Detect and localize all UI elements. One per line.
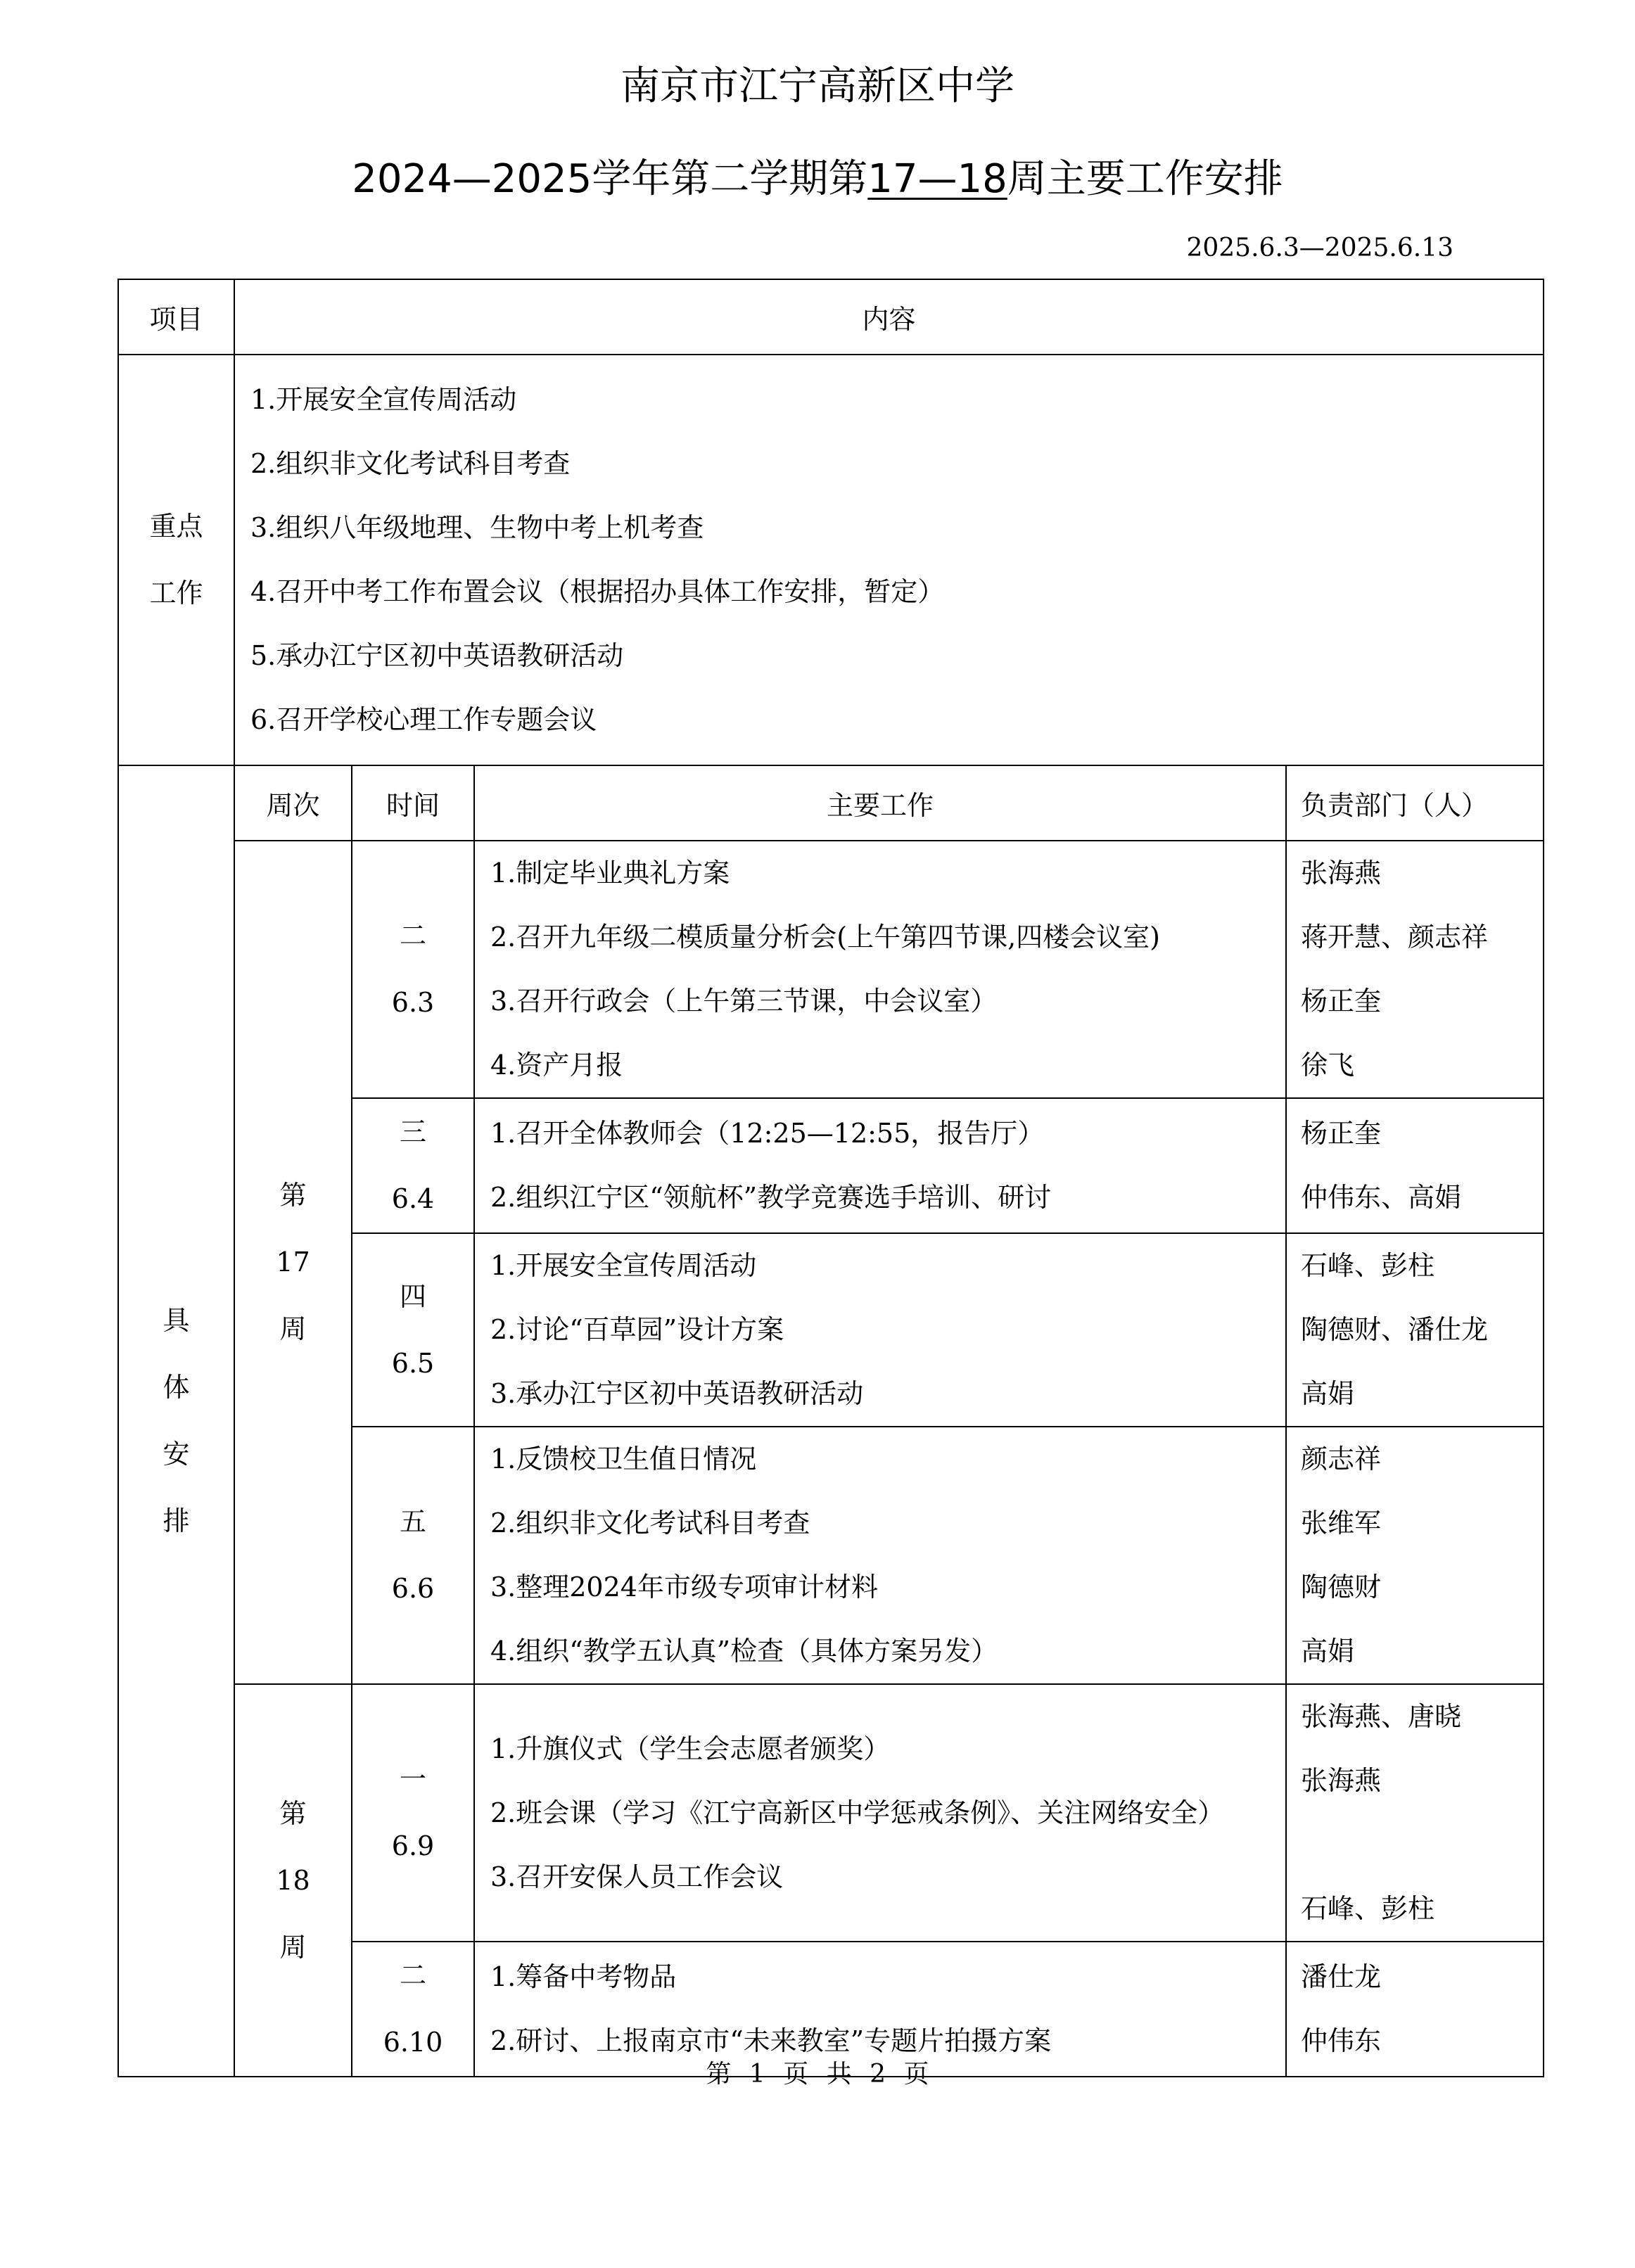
responsible-item: 张海燕 [1301,1765,1382,1796]
work-item: 3.召开安保人员工作会议 [490,1861,784,1892]
work-item: 2.讨论“百草园”设计方案 [490,1314,784,1345]
week-label [234,1684,352,2077]
subheader-responsible: 负责部门（人） [1286,765,1544,841]
responsible-item: 石峰、彭柱 [1301,1893,1435,1924]
work-list [474,1098,1286,1233]
day-date: 6.6 [391,1573,435,1604]
work-item: 3.承办江宁区初中英语教研活动 [490,1378,864,1409]
subheader-main-work: 主要工作 [474,765,1286,841]
day-date: 6.9 [391,1830,435,1861]
work-item: 2.组织非文化考试科目考查 [490,1508,810,1538]
document-subtitle [0,148,1635,211]
header-content: 内容 [234,279,1544,355]
work-item: 2.组织江宁区“领航杯”教学竞赛选手培训、研讨 [490,1182,1052,1213]
day-cell [352,1098,474,1233]
work-item: 3.召开行政会（上午第三节课，中会议室） [490,986,998,1017]
week-label-line: 第 [279,1797,307,1829]
responsible-item: 高娟 [1301,1378,1355,1409]
day-weekday: 二 [399,1960,426,1991]
responsible-item: 杨正奎 [1301,1118,1382,1149]
schedule-label-char: 具 [163,1305,190,1336]
responsible-item: 蒋开慧、颜志祥 [1301,922,1489,953]
day-date: 6.10 [383,2027,443,2058]
responsible-item: 张海燕、唐晓 [1301,1701,1462,1732]
key-work-item: 2.组织非文化考试科目考查 [250,448,571,479]
schedule-subheader-row [118,765,1544,841]
key-work-item: 4.召开中考工作布置会议（根据招办具体工作安排，暂定） [250,576,945,607]
work-item: 1.升旗仪式（学生会志愿者颁奖） [490,1733,891,1764]
subtitle-suffix: 周主要工作安排 [1007,156,1283,202]
responsible-item: 杨正奎 [1301,986,1382,1017]
responsible-item: 徐飞 [1301,1050,1355,1081]
week-label-line: 第 [279,1180,307,1211]
document-title: 南京市江宁高新区中学 [621,63,1014,109]
schedule-table [117,279,1544,2077]
schedule-label-char: 排 [163,1505,190,1536]
responsible-list [1286,1233,1544,1427]
responsible-item: 张海燕 [1301,858,1382,888]
responsible-list [1286,1427,1544,1684]
day-cell [352,1684,474,1942]
responsible-item: 石峰、彭柱 [1301,1250,1435,1281]
key-work-label-line: 重点 [149,511,203,542]
work-item: 3.整理2024年市级专项审计材料 [490,1572,878,1603]
work-item: 2.班会课（学习《江宁高新区中学惩戒条例》、关注网络安全） [490,1797,1225,1828]
day-date: 6.4 [391,1183,435,1214]
subheader-time: 时间 [352,765,474,841]
work-item: 1.开展安全宣传周活动 [490,1250,757,1281]
responsible-list [1286,841,1544,1098]
key-work-item: 1.开展安全宣传周活动 [250,384,517,415]
day-cell [352,1427,474,1684]
responsible-item: 陶德财 [1301,1572,1382,1603]
day-row [118,841,1544,1098]
work-item: 1.反馈校卫生值日情况 [490,1444,757,1474]
work-list [474,1684,1286,1942]
table-header-row [118,279,1544,355]
work-item: 2.召开九年级二模质量分析会(上午第四节课,四楼会议室) [490,922,1160,953]
week-label-line: 周 [279,1313,307,1344]
key-work-list [234,355,1544,765]
day-weekday: 三 [399,1116,426,1147]
key-work-item: 5.承办江宁区初中英语教研活动 [250,640,624,671]
page-footer: 第 1 页 共 2 页 [706,2060,929,2089]
responsible-item: 张维军 [1301,1508,1382,1538]
work-item: 4.资产月报 [490,1050,623,1081]
key-work-item: 3.组织八年级地理、生物中考上机考查 [250,512,704,543]
week-label-line: 18 [276,1864,310,1896]
week-label-line: 周 [279,1931,307,1963]
subtitle-weeks: 17—18 [867,156,1007,202]
work-item: 2.研讨、上报南京市“未来教室”专题片拍摄方案 [490,2025,1052,2056]
work-item: 4.组织“教学五认真”检查（具体方案另发） [490,1636,998,1667]
key-work-row [118,355,1544,765]
key-work-label-line: 工作 [149,578,203,609]
work-item: 1.召开全体教师会（12:25—12:55，报告厅） [490,1118,1045,1149]
key-work-label [118,355,234,765]
week-label [234,841,352,1684]
date-range: 2025.6.3—2025.6.13 [1186,234,1453,262]
day-cell [352,1233,474,1427]
day-cell [352,841,474,1098]
work-list [474,1427,1286,1684]
responsible-item: 潘仕龙 [1301,1961,1382,1992]
responsible-item: 仲伟东 [1301,2025,1382,2056]
responsible-item: 仲伟东、高娟 [1301,1182,1462,1213]
day-weekday: 五 [399,1506,426,1537]
responsible-item: 陶德财、潘仕龙 [1301,1314,1489,1345]
responsible-item: 高娟 [1301,1636,1355,1667]
work-item: 1.筹备中考物品 [490,1961,677,1992]
day-row [118,1684,1544,1942]
schedule-label [118,765,234,2077]
subtitle-prefix: 2024—2025学年第二学期第 [352,156,868,202]
work-list [474,1233,1286,1427]
day-weekday: 一 [399,1764,426,1795]
responsible-list [1286,1098,1544,1233]
day-date: 6.3 [391,987,435,1018]
schedule-label-char: 安 [163,1439,190,1470]
schedule-label-char: 体 [163,1372,190,1403]
day-weekday: 四 [399,1280,426,1312]
subheader-week: 周次 [234,765,352,841]
work-item: 1.制定毕业典礼方案 [490,858,730,888]
header-item: 项目 [118,279,234,355]
key-work-item: 6.召开学校心理工作专题会议 [250,704,597,735]
week-label-line: 17 [276,1247,310,1278]
work-list [474,841,1286,1098]
responsible-list [1286,1684,1544,1942]
responsible-item: 颜志祥 [1301,1444,1382,1474]
day-date: 6.5 [391,1347,435,1379]
day-weekday: 二 [399,920,426,951]
